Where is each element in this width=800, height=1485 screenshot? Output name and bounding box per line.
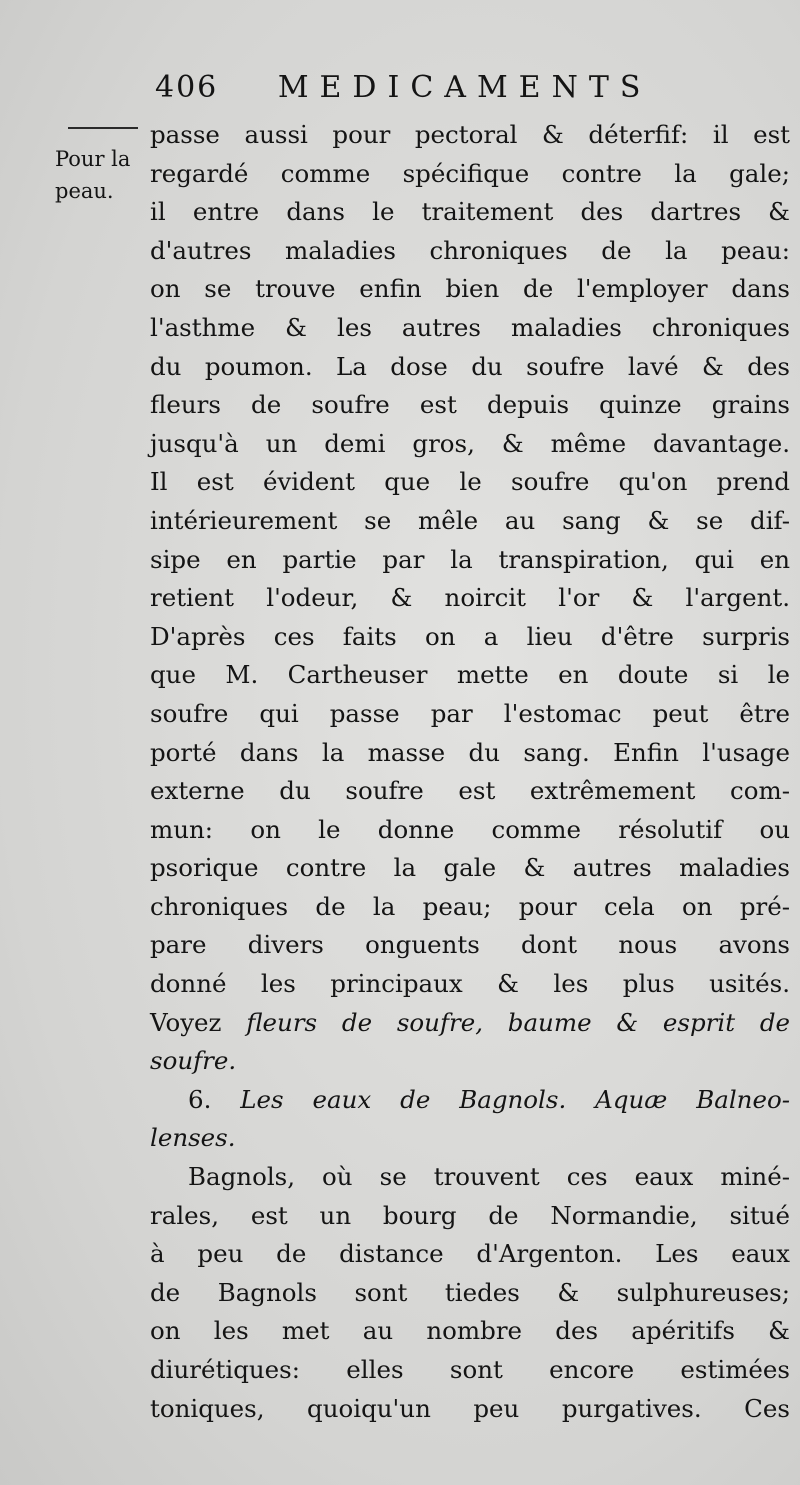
text-line: de Bagnols sont tiedes & sulphureuses;: [150, 1277, 790, 1307]
text-line: psorique contre la gale & autres maladies: [150, 853, 790, 883]
text-line: on les met au nombre des apéritifs &: [150, 1316, 790, 1346]
text-line: chroniques de la peau; pour cela on pré-: [150, 891, 790, 921]
text-line: Il est évident que le soufre qu'on prend: [150, 467, 790, 497]
text-line: d'autres maladies chroniques de la peau:: [150, 235, 790, 265]
italic-reference: fleurs de soufre, baume & esprit de: [246, 1007, 791, 1037]
text-line: retient l'odeur, & noircit l'or & l'argent.: [150, 583, 790, 613]
text-line: donné les principaux & les plus usités.: [150, 969, 790, 999]
text-line: à peu de distance d'Argenton. Les eaux: [150, 1239, 790, 1269]
line-prefix: Voyez: [150, 1007, 247, 1037]
text-line: l'asthme & les autres maladies chroniques: [150, 312, 790, 342]
text-line: jusqu'à un demi gros, & même davantage.: [150, 428, 790, 458]
margin-note: [55, 143, 145, 207]
italic-reference: soufre.: [150, 1046, 237, 1076]
text-line: on se trouve enfin bien de l'employer dans: [150, 274, 790, 304]
text-line: mun: on le donne comme résolutif ou: [150, 814, 790, 844]
text-line: rales, est un bourg de Normandie, situé: [150, 1200, 790, 1230]
text-line: pare divers onguents dont nous avons: [150, 930, 790, 960]
section-title: Les eaux de Bagnols. Aquæ Balneo-: [240, 1084, 790, 1114]
text-line: du poumon. La dose du soufre lavé & des: [150, 351, 790, 381]
margin-rule: [68, 127, 138, 129]
text-line: que M. Cartheuser mette en doute si le: [150, 660, 790, 690]
text-line-mixed: [150, 1042, 790, 1081]
text-line: il entre dans le traitement des dartres &: [150, 197, 790, 227]
section-title: lenses.: [150, 1123, 236, 1153]
text-line: sipe en partie par la transpiration, qui en: [150, 544, 790, 574]
margin-note-line: peau.: [55, 179, 114, 203]
text-line-mixed: [150, 1004, 790, 1043]
text-line: externe du soufre est extrêmement com-: [150, 776, 790, 806]
section-heading-cont: [150, 1119, 790, 1158]
text-line: soufre qui passe par l'estomac peut être: [150, 698, 790, 728]
page-header: [155, 70, 775, 105]
text-line: porté dans la masse du sang. Enfin l'usage: [150, 737, 790, 767]
text-line: regardé comme spécifique contre la gale;: [150, 158, 790, 188]
margin-note-line: Pour la: [55, 147, 131, 171]
text-line: D'après ces faits on a lieu d'être surpris: [150, 621, 790, 651]
text-line: diurétiques: elles sont encore estimées: [150, 1355, 790, 1384]
text-line: intérieurement se mêle au sang & se dif-: [150, 505, 790, 535]
page-number: 406: [155, 70, 219, 105]
running-title: MEDICAMENTS: [277, 70, 652, 105]
text-line: fleurs de soufre est depuis quinze grains: [150, 390, 790, 420]
body-text: [150, 116, 790, 1428]
section-number: 6.: [188, 1084, 241, 1114]
text-line: passe aussi pour pectoral & déterfif: il est: [150, 120, 790, 149]
text-line: toniques, quoiqu'un peu purgatives. Ces: [150, 1393, 790, 1423]
section-heading: [150, 1081, 790, 1120]
text-line: Bagnols, où se trouvent ces eaux miné-: [188, 1162, 790, 1192]
